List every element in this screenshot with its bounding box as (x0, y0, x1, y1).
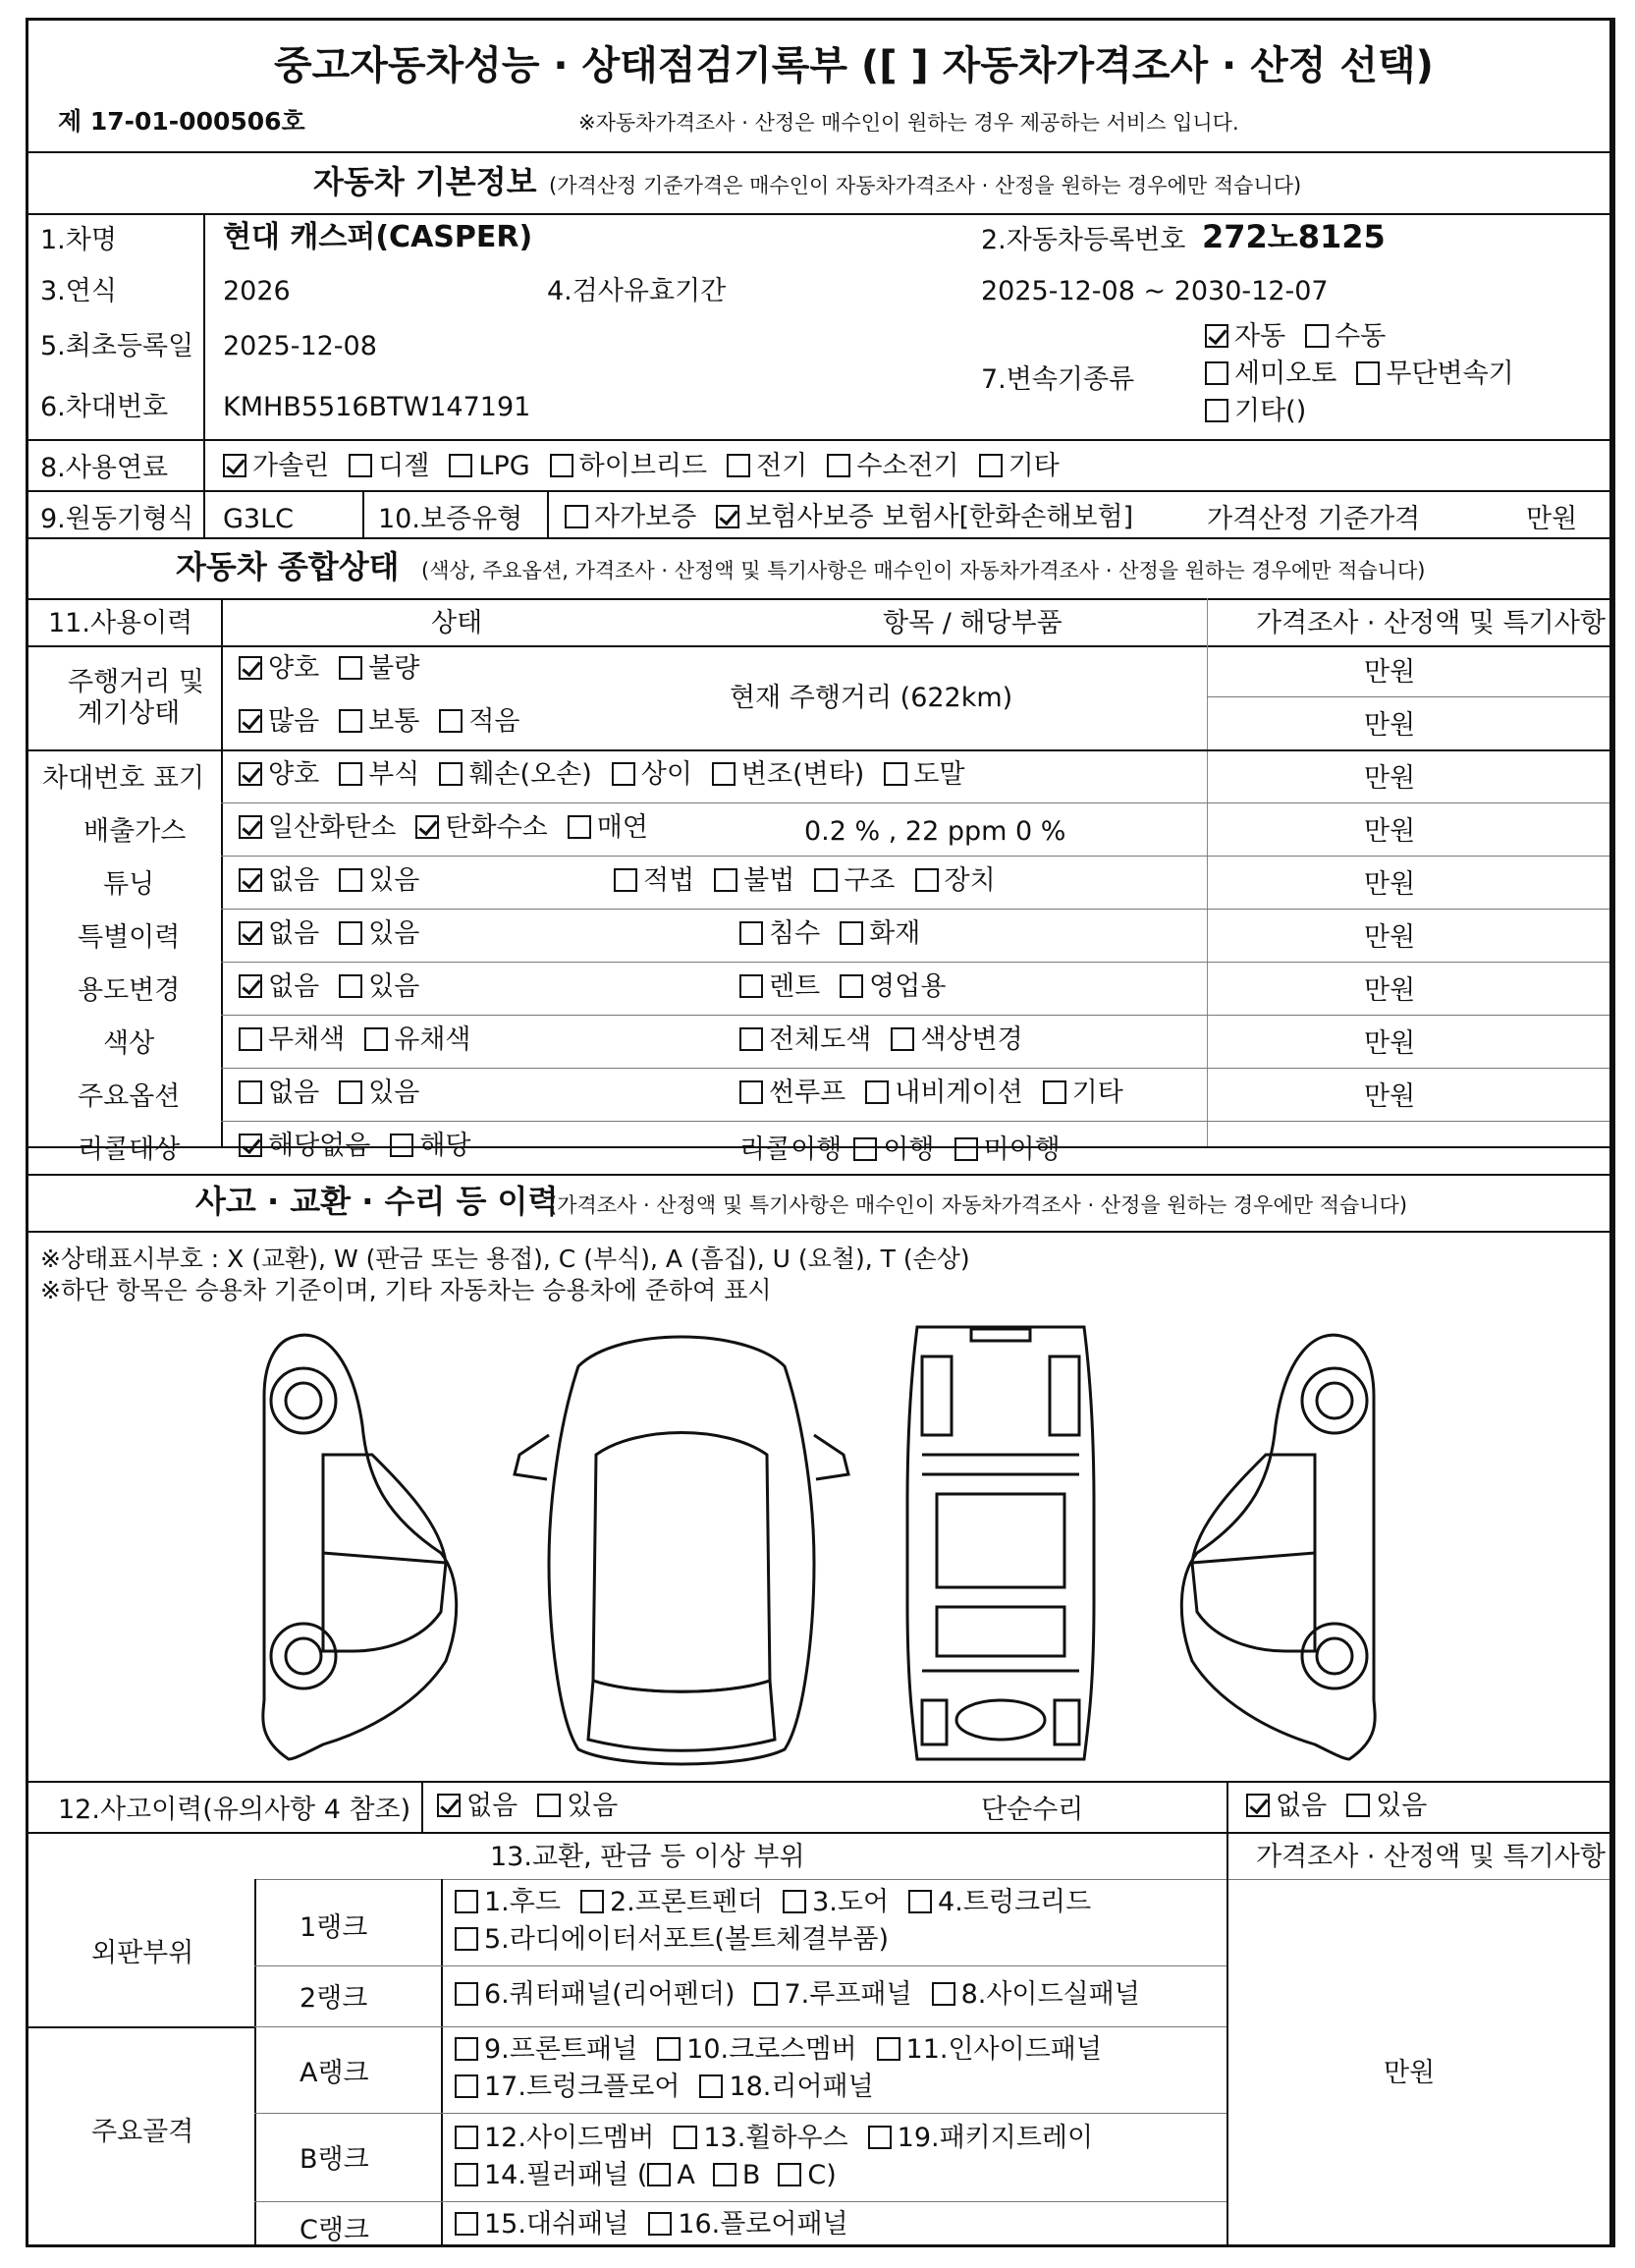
frame-label: 주요골격 (91, 2117, 194, 2147)
options-other-checkbox[interactable] (1043, 1080, 1066, 1104)
mileage-price-unit-2: 만원 (1364, 710, 1416, 741)
part-floor-panel-checkbox[interactable] (648, 2212, 672, 2236)
accident-heading: 사고 · 교환 · 수리 등 이력 (195, 1183, 559, 1220)
part-rear-panel-checkbox[interactable] (699, 2074, 723, 2098)
outer-panel-label: 외판부위 (91, 1938, 194, 1968)
special-price-unit: 만원 (1364, 922, 1416, 953)
special-none-checkbox[interactable] (239, 921, 262, 945)
usage-commercial-checkbox[interactable] (840, 974, 863, 998)
car-name-label: 1.차명 (40, 225, 117, 255)
special-fire-checkbox[interactable] (840, 921, 863, 945)
first-reg: 2025-12-08 (223, 331, 377, 361)
accident-note: (가격조사 · 산정액 및 특기사항은 매수인이 자동차가격조사 · 산정을 원하는 경우에만 적습니다) (549, 1193, 1408, 1217)
part-side-member-checkbox[interactable] (455, 2126, 478, 2149)
rankC-line1: 15.대쉬패널 16.플로어패널 (455, 2211, 868, 2238)
basic-info-note: (가격산정 기준가격은 매수인이 자동차가격조사 · 산정을 원하는 경우에만 적습니다) (549, 174, 1302, 197)
part-quarter-panel-checkbox[interactable] (455, 1982, 478, 2006)
usage-state-options: 없음 있음 (239, 973, 439, 1000)
mileage-few-checkbox[interactable] (439, 709, 463, 733)
special-flood-checkbox[interactable] (739, 921, 763, 945)
usage-price-unit: 만원 (1364, 975, 1416, 1006)
part-front-fender-checkbox[interactable] (580, 1890, 604, 1913)
inspect-period: 2025-12-08 ~ 2030-12-07 (981, 276, 1329, 306)
trans-manual-checkbox[interactable] (1305, 324, 1329, 348)
overall-note: (색상, 주요옵션, 가격조사 · 산정액 및 특기사항은 매수인이 자동차가격조사 · 산정을 원하는 경우에만 적습니다) (421, 559, 1426, 582)
color-fullpaint-checkbox[interactable] (739, 1027, 763, 1051)
rankA-label: A랭크 (300, 2058, 369, 2088)
trans-row-3: 기타() (1205, 398, 1326, 424)
fuel-hybrid-checkbox[interactable] (550, 454, 573, 477)
rankA-line1: 9.프론트패널 10.크로스멤버 11.인사이드패널 (455, 2036, 1121, 2063)
simple-repair-label: 단순수리 (981, 1795, 1084, 1825)
car-top-view (515, 1337, 848, 1764)
car-underbody-view (907, 1327, 1094, 1759)
recall-yes-checkbox[interactable] (390, 1134, 413, 1157)
rank1-line2: 5.라디에이터서포트(볼트체결부품) (455, 1926, 908, 1953)
tuning-structure-checkbox[interactable] (814, 868, 838, 892)
accident-history-label: 12.사고이력(유의사항 4 참조) (58, 1795, 411, 1825)
emission-smoke-checkbox[interactable] (568, 815, 591, 839)
vin-mark-label: 차대번호 표기 (42, 763, 205, 794)
engine-label: 9.원동기형식 (40, 504, 194, 534)
usage-none-checkbox[interactable] (239, 974, 262, 998)
part-hood-checkbox[interactable] (455, 1890, 478, 1913)
color-price-unit: 만원 (1364, 1028, 1416, 1059)
trans-row-1: 자동 수동 (1205, 323, 1405, 350)
part-trunk-lid-checkbox[interactable] (908, 1890, 932, 1913)
parts-price-unit: 만원 (1384, 2058, 1436, 2088)
overall-heading: 자동차 종합상태 (176, 548, 400, 585)
car-diagram (28, 1307, 1609, 1769)
options-navigation-checkbox[interactable] (865, 1080, 889, 1104)
color-change-checkbox[interactable] (891, 1027, 914, 1051)
part-wheel-house-checkbox[interactable] (674, 2126, 697, 2149)
recall-done-checkbox[interactable] (853, 1137, 877, 1161)
car-right-side-view (1181, 1335, 1375, 1759)
vin-smeared-checkbox[interactable] (884, 762, 907, 786)
part-trunk-floor-checkbox[interactable] (455, 2074, 478, 2098)
inspect-label: 4.검사유효기간 (547, 276, 727, 306)
mileage-price-unit-1: 만원 (1364, 657, 1416, 688)
tuning-exists-checkbox[interactable] (339, 868, 362, 892)
document-title: 중고자동차성능 · 상태점검기록부 ([ ] 자동차가격조사 · 산정 선택) (274, 43, 1434, 88)
rankB-line1: 12.사이드멤버 13.휠하우스 19.패키지트레이 (455, 2125, 1113, 2151)
tuning-price-unit: 만원 (1364, 869, 1416, 900)
gauge-bad-checkbox[interactable] (339, 656, 362, 680)
basic-info-heading: 자동차 기본정보 (313, 163, 537, 200)
pillar-a-checkbox[interactable] (647, 2163, 671, 2186)
emission-co-checkbox[interactable] (239, 815, 262, 839)
simple-repair-options: 없음 있음 (1246, 1793, 1446, 1819)
legend-line-1: ※상태표시부호 : X (교환), W (판금 또는 용접), C (부식), A (흠집), U (요철), T (손상) (40, 1245, 970, 1273)
price-base-unit: 만원 (1526, 504, 1578, 534)
accident-none-checkbox[interactable] (437, 1794, 461, 1817)
emission-label: 배출가스 (83, 816, 187, 847)
options-exists-checkbox[interactable] (339, 1080, 362, 1104)
vin-label: 6.차대번호 (40, 392, 169, 422)
part-cross-member-checkbox[interactable] (657, 2037, 681, 2061)
inspection-sheet (26, 18, 1612, 2247)
price-base-label: 가격산정 기준가격 (1207, 504, 1421, 534)
tuning-state-options: 없음 있음 (239, 867, 439, 894)
rankB-label: B랭크 (300, 2144, 369, 2175)
mileage-label-1: 주행거리 및 (68, 667, 204, 697)
color-state-options: 무채색 유채색 (239, 1026, 491, 1053)
warranty-options: 자가보증 보험사보증 보험사[한화손해보험] (565, 504, 1153, 530)
repair-none-checkbox[interactable] (1246, 1794, 1270, 1817)
part-roof-panel-checkbox[interactable] (754, 1982, 778, 2006)
fuel-diesel-checkbox[interactable] (349, 454, 372, 477)
color-label: 색상 (103, 1028, 155, 1059)
vin-damage-checkbox[interactable] (439, 762, 463, 786)
year-value: 2026 (223, 276, 291, 306)
right-border (1612, 18, 1615, 2247)
options-state-options: 없음 있음 (239, 1079, 439, 1106)
tuning-none-checkbox[interactable] (239, 868, 262, 892)
part-package-tray-checkbox[interactable] (868, 2126, 892, 2149)
gauge-good-checkbox[interactable] (239, 656, 262, 680)
emission-hc-checkbox[interactable] (415, 815, 439, 839)
special-item-options: 침수 화재 (739, 920, 940, 947)
col-price: 가격조사 · 산정액 및 특기사항 (1256, 608, 1606, 638)
accident-history-options: 없음 있음 (437, 1793, 637, 1819)
trans-other-checkbox[interactable] (1205, 399, 1228, 422)
repair-exists-checkbox[interactable] (1346, 1794, 1370, 1817)
pillar-c-checkbox[interactable] (778, 2163, 801, 2186)
fuel-lpg-checkbox[interactable] (449, 454, 472, 477)
emission-values: 0.2 % , 22 ppm 0 % (804, 816, 1066, 847)
vin-different-checkbox[interactable] (612, 762, 635, 786)
mileage-many-checkbox[interactable] (239, 709, 262, 733)
vin-good-checkbox[interactable] (239, 762, 262, 786)
vin-corrosion-checkbox[interactable] (339, 762, 362, 786)
mileage-state-options: 많음 보통 적음 (239, 708, 540, 735)
col-state: 상태 (431, 608, 483, 638)
emission-price-unit: 만원 (1364, 816, 1416, 847)
reg-no: 272노8125 (1202, 218, 1386, 255)
fuel-gasoline-checkbox[interactable] (223, 454, 246, 477)
accident-exists-checkbox[interactable] (537, 1794, 561, 1817)
part-inside-panel-checkbox[interactable] (877, 2037, 900, 2061)
usage-exists-checkbox[interactable] (339, 974, 362, 998)
vin-mark-options: 양호 부식 훼손(오손) 상이 변조(변타) 도말 (239, 761, 985, 788)
rank2-label: 2랭크 (300, 1983, 368, 2014)
mileage-now: 현재 주행거리 (622km) (730, 683, 1013, 713)
rankA-line2: 17.트렁크플로어 18.리어패널 (455, 2074, 894, 2100)
recall-none-checkbox[interactable] (239, 1134, 262, 1157)
color-chromatic-checkbox[interactable] (364, 1027, 388, 1051)
year-label: 3.연식 (40, 276, 117, 306)
part-door-checkbox[interactable] (783, 1890, 806, 1913)
options-sunroof-checkbox[interactable] (739, 1080, 763, 1104)
trans-cvt-checkbox[interactable] (1356, 361, 1380, 385)
options-label: 주요옵션 (78, 1081, 181, 1112)
car-name: 현대 캐스퍼(CASPER) (223, 220, 533, 254)
part-side-sill-checkbox[interactable] (932, 1982, 955, 2006)
vin: KMHB5516BTW147191 (223, 392, 531, 422)
vin-altered-checkbox[interactable] (712, 762, 736, 786)
recall-state-options: 해당없음 해당 (239, 1133, 491, 1159)
special-label: 특별이력 (78, 922, 181, 953)
tuning-device-checkbox[interactable] (915, 868, 939, 892)
legend-line-2: ※하단 항목은 승용차 기준이며, 기타 자동차는 승용차에 준하여 표시 (40, 1276, 772, 1304)
warranty-self-checkbox[interactable] (565, 505, 588, 528)
usage-item-options: 렌트 영업용 (739, 973, 965, 1000)
car-left-side-view (263, 1335, 457, 1759)
options-price-unit: 만원 (1364, 1081, 1416, 1112)
tuning-label: 튜닝 (103, 869, 155, 900)
warranty-insurance-checkbox[interactable] (716, 505, 739, 528)
mileage-label-2: 계기상태 (78, 698, 181, 729)
trans-label: 7.변속기종류 (981, 364, 1135, 395)
special-state-options: 없음 있음 (239, 920, 439, 947)
first-reg-label: 5.최초등록일 (40, 331, 194, 361)
fuel-label: 8.사용연료 (40, 453, 169, 483)
warranty-label: 10.보증유형 (378, 504, 523, 534)
color-item-options: 전체도색 색상변경 (739, 1026, 1043, 1053)
service-note: ※자동차가격조사 · 산정은 매수인이 원하는 경우 제공하는 서비스 입니다. (578, 111, 1239, 135)
rank1-label: 1랭크 (300, 1912, 368, 1943)
recall-action-options: 리콜이행 이행 미이행 (739, 1134, 1061, 1165)
rank1-line1: 1.후드 2.프론트펜더 3.도어 4.트렁크리드 (455, 1889, 1111, 1915)
parts-heading: 13.교환, 판금 등 이상 부위 (490, 1842, 805, 1872)
part-front-panel-checkbox[interactable] (455, 2037, 478, 2061)
rankC-label: C랭크 (300, 2215, 370, 2245)
fuel-hydrogen-checkbox[interactable] (827, 454, 850, 477)
usage-rent-checkbox[interactable] (739, 974, 763, 998)
fuel-other-checkbox[interactable] (979, 454, 1003, 477)
col-item: 항목 / 해당부품 (883, 608, 1063, 638)
document-number: 제 17-01-000506호 (58, 107, 305, 136)
fuel-electric-checkbox[interactable] (727, 454, 750, 477)
part-radiator-support-checkbox[interactable] (455, 1927, 478, 1951)
rankB-line2: 14.필러패널 ( A B C) (455, 2162, 837, 2188)
special-exists-checkbox[interactable] (339, 921, 362, 945)
tuning-item-options: 적법 불법 구조 장치 (614, 867, 1015, 894)
recall-notdone-checkbox[interactable] (954, 1137, 978, 1161)
engine-value: G3LC (223, 504, 294, 534)
emission-options: 일산화탄소 탄화수소 매연 (239, 814, 668, 841)
options-none-checkbox[interactable] (239, 1080, 262, 1104)
parts-price-heading: 가격조사 · 산정액 및 특기사항 (1256, 1842, 1606, 1872)
vin-price-unit: 만원 (1364, 763, 1416, 794)
usage-label: 용도변경 (78, 975, 181, 1006)
reg-no-label: 2.자동차등록번호 (981, 225, 1186, 255)
part-dash-panel-checkbox[interactable] (455, 2212, 478, 2236)
rank2-line1: 6.쿼터패널(리어펜더) 7.루프패널 8.사이드실패널 (455, 1981, 1160, 2008)
trans-row-2: 세미오토 무단변속기 (1205, 360, 1534, 387)
color-achromatic-checkbox[interactable] (239, 1027, 262, 1051)
fuel-options: 가솔린 디젤 LPG 하이브리드 전기 수소전기 기타 (223, 453, 1079, 479)
tuning-legal-checkbox[interactable] (614, 868, 637, 892)
trans-auto-checkbox[interactable] (1205, 324, 1228, 348)
mileage-normal-checkbox[interactable] (339, 709, 362, 733)
pillar-b-checkbox[interactable] (713, 2163, 736, 2186)
tuning-illegal-checkbox[interactable] (714, 868, 737, 892)
options-item-options: 썬루프 내비게이션 기타 (739, 1079, 1143, 1106)
trans-semiauto-checkbox[interactable] (1205, 361, 1228, 385)
part-pillar-panel-checkbox[interactable] (455, 2163, 478, 2186)
gauge-state-options: 양호 불량 (239, 655, 439, 682)
recall-label: 리콜대상 (78, 1134, 181, 1165)
col-history: 11.사용이력 (48, 608, 193, 638)
